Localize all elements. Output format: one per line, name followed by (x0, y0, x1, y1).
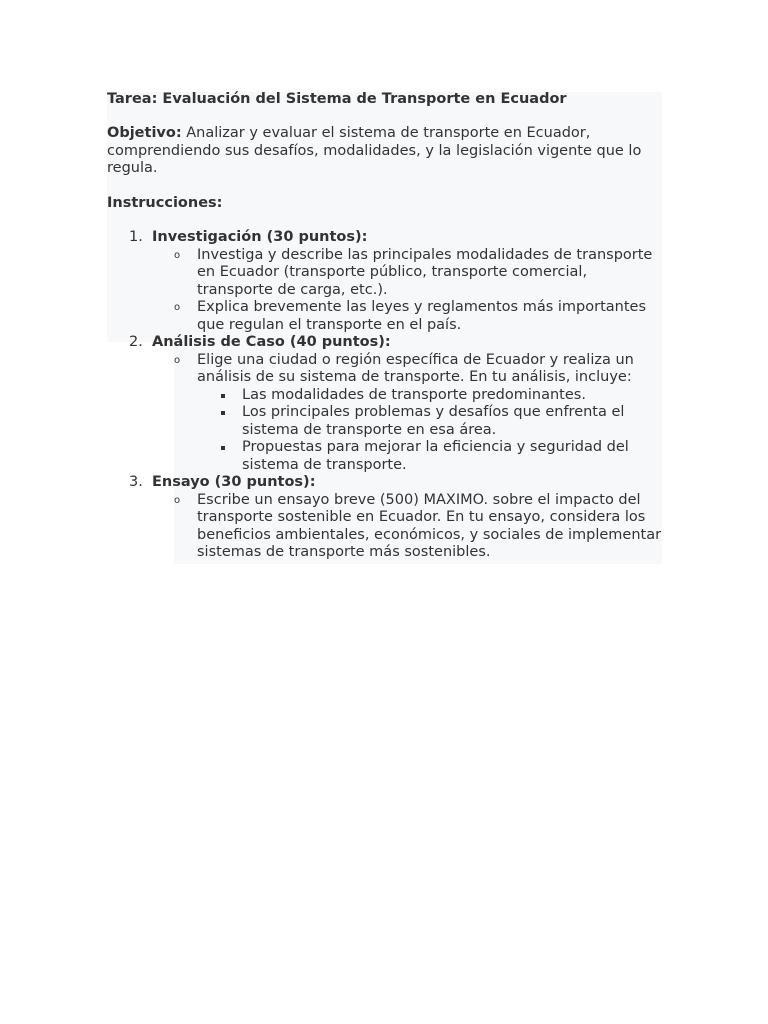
section-items (152, 492, 667, 562)
instructions-heading: Instrucciones: (107, 194, 223, 211)
section-items (152, 247, 667, 335)
section-number: 1. (129, 229, 143, 245)
section-items (152, 352, 667, 475)
section-title: Análisis de Caso (40 puntos): (152, 334, 391, 350)
circle-bullet-icon: o (174, 354, 181, 366)
sub-item-text: Los principales problemas y desafíos que enfrenta el sistema de transporte en esa área. (242, 404, 625, 438)
section-ensayo (107, 474, 667, 562)
objective-paragraph (107, 125, 667, 178)
square-bullet-icon (221, 394, 225, 398)
circle-bullet-icon: o (174, 249, 181, 261)
section-analisis-de-caso (107, 334, 667, 474)
square-bullet-icon (221, 411, 225, 415)
item-text: Elige una ciudad o región específica de Ecuador y realiza un análisis de su sistema de transporte. En tu análisis, incluye: (197, 351, 634, 385)
section-number: 3. (129, 474, 143, 490)
objective-label: Objetivo: (107, 125, 182, 141)
objective-text: Analizar y evaluar el sistema de transporte en Ecuador, comprendiendo sus desafíos, modalidades, y la legislación vigente que lo regula. (107, 125, 642, 176)
section-title: Ensayo (30 puntos): (152, 474, 316, 490)
sub-list-item (197, 387, 667, 405)
circle-bullet-icon: o (174, 302, 181, 313)
section-title: Investigación (30 puntos): (152, 229, 368, 245)
item-text: Investiga y describe las principales modalidades de transporte en Ecuador (transporte público, transporte comercial, transporte de carga, etc.). (197, 246, 653, 298)
item-text: Escribe un ensayo breve (500) MAXIMO. sobre el impacto del transporte sostenible en Ecuador. En tu ensayo, considera los beneficios ambientales, económicos, y sociales de implementar sistemas de transporte más sostenibles. (197, 491, 662, 560)
document-page (107, 90, 667, 562)
list-item (152, 492, 667, 562)
circle-bullet-icon: o (174, 494, 181, 506)
sub-list-item (197, 404, 667, 439)
list-item (152, 299, 667, 334)
list-item (152, 247, 667, 300)
sub-item-text: Propuestas para mejorar la eficiencia y seguridad del sistema de transporte. (242, 439, 629, 473)
sub-items (197, 387, 667, 475)
sub-list-item (197, 439, 667, 474)
section-investigacion (107, 229, 667, 334)
list-item (152, 352, 667, 475)
instructions-list (107, 229, 667, 562)
section-number: 2. (129, 334, 143, 350)
document-title: Tarea: Evaluación del Sistema de Transporte en Ecuador (107, 91, 567, 107)
square-bullet-icon (221, 446, 225, 450)
item-text: Explica brevemente las leyes y reglamentos más importantes que regulan el transporte en el país. (197, 299, 646, 333)
document-content (107, 90, 667, 562)
sub-item-text: Las modalidades de transporte predominantes. (242, 386, 586, 403)
